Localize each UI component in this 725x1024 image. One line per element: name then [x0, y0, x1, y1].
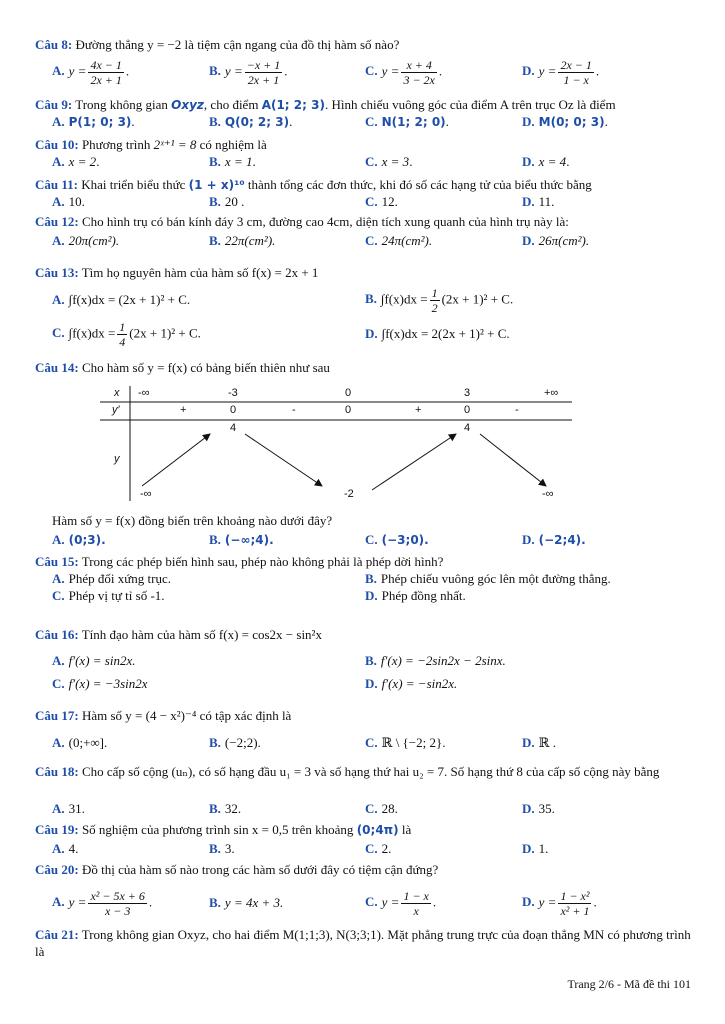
question-label: Câu 17:: [35, 708, 79, 723]
question-15-options-row2: [52, 588, 702, 608]
option-d[interactable]: D. Phép đồng nhất.: [365, 588, 466, 603]
question-19-options: [52, 841, 702, 861]
option-c[interactable]: C. y = $\frac{x + 4}{3 - 2x}$ .: [365, 58, 443, 87]
y-value: -∞: [542, 488, 554, 500]
y-value: 4: [464, 422, 471, 434]
variation-table: [100, 386, 575, 501]
option-d[interactable]: D. ∫f(x)dx = 2(2x + 1)² + C.: [365, 326, 510, 341]
option-c[interactable]: C. N(1; 2; 0).: [365, 114, 449, 129]
question-10-options: [52, 154, 702, 174]
question-13: Câu 13: Tìm họ nguyên hàm của hàm số f(x) = 2x + 1: [35, 265, 319, 280]
option-a[interactable]: A. 20π(cm²).: [52, 233, 120, 248]
y-value: -∞: [140, 488, 152, 500]
option-b[interactable]: B. (−∞;4).: [209, 532, 274, 547]
option-b[interactable]: B. x = 1.: [209, 154, 256, 169]
page-footer: Trang 2/6 - Mã đề thi 101: [567, 977, 691, 991]
sign: 0: [464, 404, 471, 416]
option-b[interactable]: B. (−2;2).: [209, 735, 261, 750]
option-c[interactable]: C. 28.: [365, 801, 398, 816]
option-c[interactable]: C. ∫f(x)dx = $\frac{1}{4}$ (2x + 1)² + C.: [52, 320, 201, 349]
question-20: Câu 20: Đồ thị của hàm số nào trong các hàm số dưới đây có tiệm cận đứng?: [35, 862, 439, 877]
question-11: Câu 11: Khai triển biểu thức (1 + x)¹⁰ thành tổng các đơn thức, khi đó số các hạng tử của biểu thức bằng: [35, 177, 592, 192]
question-label: Câu 21:: [35, 927, 79, 942]
option-b[interactable]: B. y = $\frac{-x + 1}{2x + 1}$ .: [209, 58, 288, 87]
question-18-options: [52, 801, 702, 821]
option-b[interactable]: B. 20 .: [209, 194, 245, 209]
option-d[interactable]: D. 35.: [522, 801, 555, 816]
question-12-options: [52, 233, 702, 253]
sign: 0: [345, 404, 352, 416]
option-c[interactable]: C. (−3;0).: [365, 532, 429, 547]
question-label: Câu 19:: [35, 822, 79, 837]
option-b[interactable]: B. 3.: [209, 841, 235, 856]
option-d[interactable]: D. y = $\frac{2x - 1}{1 - x}$ .: [522, 58, 600, 87]
question-14-options: [52, 532, 702, 552]
question-17-options: [52, 735, 702, 755]
option-a[interactable]: A. 10.: [52, 194, 85, 209]
option-c[interactable]: C. y = $\frac{1 - x}{x}$ .: [365, 889, 437, 918]
option-b[interactable]: B. f′(x) = −2sin2x − 2sinx.: [365, 653, 506, 668]
question-label: Câu 16:: [35, 627, 79, 642]
arrow-down-1: [245, 434, 322, 486]
question-16-options-row1: [52, 653, 702, 673]
option-d[interactable]: D. 26π(cm²).: [522, 233, 590, 248]
question-21: Câu 21: Trong không gian Oxyz, cho hai điểm M(1;1;3), N(3;3;1). Mặt phẳng trung trực của đoạn thẳng MN có phương trình là: [35, 927, 691, 959]
question-label: Câu 11:: [35, 177, 78, 192]
question-label: Câu 8:: [35, 37, 73, 52]
question-9-options: [52, 114, 702, 134]
option-b[interactable]: B. ∫f(x)dx = $\frac{1}{2}$ (2x + 1)² + C.: [365, 286, 514, 315]
question-text: Đường thẳng y = −2 là tiệm cận ngang của đồ thị hàm số nào?: [75, 37, 400, 52]
option-b[interactable]: B. Phép chiếu vuông góc lên một đường thẳng.: [365, 571, 611, 586]
option-d[interactable]: D. x = 4.: [522, 154, 570, 169]
option-b[interactable]: B. Q(0; 2; 3).: [209, 114, 293, 129]
arrow-up-2: [372, 434, 456, 490]
sign: +: [415, 404, 422, 416]
option-d[interactable]: D. (−2;4).: [522, 532, 586, 547]
question-9: Câu 9: Trong không gian Oxyz, cho điểm A(1; 2; 3). Hình chiếu vuông góc của điểm A trên trục Oz là điểm: [35, 97, 616, 112]
x-value: -∞: [138, 387, 150, 399]
question-8: [35, 37, 695, 53]
option-a[interactable]: A. ∫f(x)dx = (2x + 1)² + C.: [52, 292, 191, 307]
y-value: -2: [344, 488, 354, 500]
option-d[interactable]: D. y = $\frac{\text{1 − x²}}{\text{x² + 1}}$ .: [522, 889, 597, 918]
option-c[interactable]: C. ℝ \ {−2; 2}.: [365, 735, 446, 750]
x-value: 3: [464, 387, 471, 399]
option-c[interactable]: C. x = 3.: [365, 154, 413, 169]
sign: +: [180, 404, 187, 416]
question-11-options: [52, 194, 702, 214]
question-20-options: [52, 889, 702, 918]
option-c[interactable]: C. 24π(cm²).: [365, 233, 433, 248]
question-15: Câu 15: Trong các phép biến hình sau, phép nào không phải là phép dời hình?: [35, 554, 444, 569]
variation-table-lines: [100, 386, 575, 501]
question-17: Câu 17: Hàm số y = (4 − x²)⁻⁴ có tập xác định là: [35, 708, 292, 723]
question-label: Câu 12:: [35, 214, 79, 229]
option-d[interactable]: D. f′(x) = −sin2x.: [365, 676, 458, 691]
question-label: Câu 10:: [35, 137, 79, 152]
row-y1-label: y′: [112, 404, 120, 416]
sign: -: [515, 404, 519, 416]
question-10: Câu 10: Phương trình 2ˣ⁺¹ = 8 có nghiệm là: [35, 137, 267, 152]
option-b[interactable]: B. 32.: [209, 801, 242, 816]
option-a[interactable]: A. y = $\frac{4x - 1}{2x + 1}$ .: [52, 58, 130, 87]
option-d[interactable]: D. 1.: [522, 841, 549, 856]
question-label: Câu 20:: [35, 862, 79, 877]
question-label: Câu 13:: [35, 265, 79, 280]
option-a[interactable]: A. Phép đối xứng trục.: [52, 571, 172, 586]
question-label: Câu 18:: [35, 764, 79, 779]
row-y-label: y: [114, 453, 120, 465]
question-label: Câu 15:: [35, 554, 79, 569]
option-a[interactable]: A. 4.: [52, 841, 79, 856]
question-16-options-row2: [52, 676, 702, 696]
option-a[interactable]: A. 31.: [52, 801, 85, 816]
option-a[interactable]: A. x = 2.: [52, 154, 100, 169]
option-c[interactable]: C. Phép vị tự tỉ số -1.: [52, 588, 165, 603]
question-19: Câu 19: Số nghiệm của phương trình sin x = 0,5 trên khoảng (0;4π) là: [35, 822, 412, 837]
option-a[interactable]: A. (0;3).: [52, 532, 106, 547]
question-14: Câu 14: Cho hàm số y = f(x) có bảng biến thiên như sau: [35, 360, 330, 375]
row-x-label: x: [114, 387, 120, 399]
option-b[interactable]: B. y = 4x + 3.: [209, 895, 284, 910]
option-c[interactable]: C. 12.: [365, 194, 398, 209]
option-a[interactable]: A. y = $\frac{\text{x² − 5x + 6}}{x - 3}$ .: [52, 889, 153, 918]
question-label: Câu 9:: [35, 97, 73, 112]
x-value: 0: [345, 387, 352, 399]
option-a[interactable]: A. f′(x) = sin2x.: [52, 653, 136, 668]
sign: -: [292, 404, 296, 416]
arrow-down-2: [480, 434, 546, 486]
question-16: Câu 16: Tính đạo hàm của hàm số f(x) = cos2x − sin²x: [35, 627, 322, 642]
option-c[interactable]: C. 2.: [365, 841, 392, 856]
option-a[interactable]: A. P(1; 0; 3).: [52, 114, 135, 129]
question-8-options: [52, 58, 702, 87]
y-value: 4: [230, 422, 237, 434]
option-d[interactable]: D. ℝ .: [522, 735, 556, 750]
option-c[interactable]: C. f′(x) = −3sin2x: [52, 676, 148, 691]
question-13-options-row1: [52, 286, 702, 315]
x-value: -3: [228, 387, 238, 399]
question-12: Câu 12: Cho hình trụ có bán kính đáy 3 cm, đường cao 4cm, diện tích xung quanh của hình trụ này là:: [35, 214, 569, 229]
option-d[interactable]: D. M(0; 0; 3).: [522, 114, 608, 129]
option-b[interactable]: B. 22π(cm²).: [209, 233, 276, 248]
question-14-prompt: Hàm số y = f(x) đồng biến trên khoảng nào dưới đây?: [52, 513, 333, 528]
x-value: +∞: [544, 387, 559, 399]
question-13-options-row2: [52, 320, 702, 349]
question-18: Câu 18: Cho cấp số cộng (uₙ), có số hạng đầu u₁ = 3 và số hạng thứ hai u₂ = 7. Số hạng thứ 8 của cấp số cộng này bằng: [35, 764, 660, 779]
sign: 0: [230, 404, 237, 416]
option-a[interactable]: A. (0;+∞].: [52, 735, 108, 750]
option-d[interactable]: D. 11.: [522, 194, 555, 209]
question-label: Câu 14:: [35, 360, 79, 375]
arrow-up-1: [142, 434, 210, 486]
